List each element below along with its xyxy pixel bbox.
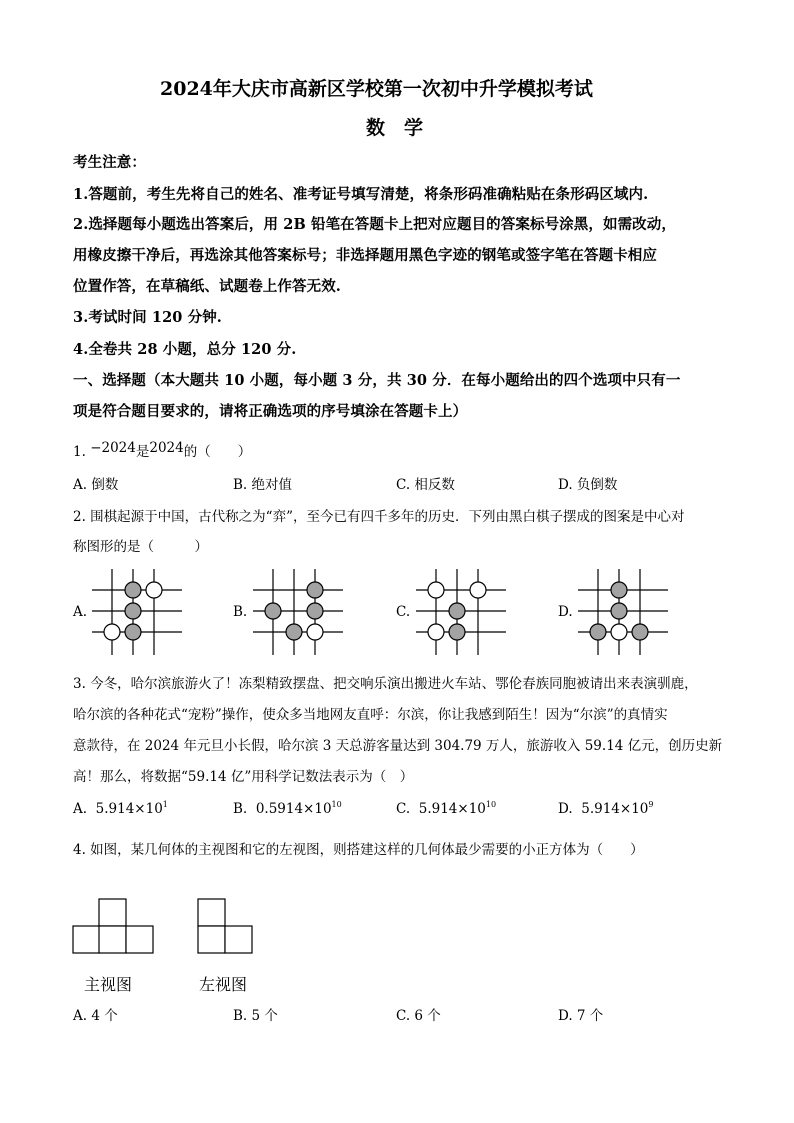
section-heading: 一、选择题（本大题共 10 小题，每小题 3 分，共 30 分．在每小题给出的四个选项中只有一 — [73, 372, 681, 389]
q2-option-a-label[interactable]: A. — [73, 604, 88, 620]
question-3-line-4: 高！那么，将数据“59.14 亿”用科学记数法表示为（ ） — [73, 769, 414, 785]
notice-item-3: 3.考试时间 120 分钟. — [73, 309, 222, 326]
q1-number: 1. — [73, 444, 86, 460]
go-stone-white — [104, 624, 120, 640]
front-view-figure — [72, 898, 156, 954]
exam-title: 2024年大庆市高新区学校第一次初中升学模拟考试 — [160, 78, 593, 100]
notice-item-2-end: 位置作答，在草稿纸、试题卷上作答无效. — [73, 278, 341, 295]
q4-option-d[interactable]: D. 7 个 — [558, 1008, 604, 1024]
left-view-figure — [197, 898, 255, 954]
question-3-line-2: 哈尔滨的各种花式“宠粉”操作，使众多当地网友直呼：尔滨，你让我感到陌生！因为“尔滨”的真情实 — [73, 707, 668, 723]
q1-option-d[interactable]: D. 负倒数 — [558, 477, 618, 493]
q2-option-c-label[interactable]: C. — [396, 604, 411, 620]
go-stone-gray — [307, 582, 323, 598]
q1-option-b[interactable]: B. 绝对值 — [233, 477, 293, 493]
question-2-line-2: 称图形的是（ ） — [73, 539, 208, 555]
q4-option-b[interactable]: B. 5 个 — [233, 1008, 278, 1024]
notice-heading: 考生注意： — [73, 154, 146, 171]
q3-option-b[interactable]: B. $0.5914\times 10^{10}$ — [233, 800, 342, 817]
q2-option-b-label[interactable]: B. — [233, 604, 248, 620]
go-stone-gray — [125, 582, 141, 598]
left-view-caption: 左视图 — [199, 975, 248, 994]
go-stone-white — [470, 582, 486, 598]
go-stone-white — [611, 624, 627, 640]
q2-option-d-label[interactable]: D. — [558, 604, 573, 620]
notice-item-1: 1.答题前，考生先将自己的姓名、准考证号填写清楚，将条形码准确粘贴在条形码区域内. — [73, 186, 649, 203]
question-3-line-1: 3. 今冬，哈尔滨旅游火了！冻梨精致摆盘、把交响乐演出搬进火车站、鄂伦春族同胞被请出来表演驯鹿， — [73, 676, 698, 692]
go-stone-white — [146, 582, 162, 598]
go-stone-gray — [307, 603, 323, 619]
question-1-stem — [73, 440, 251, 460]
q3-option-c[interactable]: C. $5.914\times 10^{10}$ — [396, 800, 497, 817]
q1-neg-value: −2024 — [90, 440, 136, 456]
go-stone-white — [428, 582, 444, 598]
front-view-caption: 主视图 — [84, 975, 133, 994]
go-stone-white — [307, 624, 323, 640]
section-heading-cont: 项是符合题目要求的，请将正确选项的序号填涂在答题卡上） — [73, 403, 468, 420]
q4-option-a[interactable]: A. 4 个 — [73, 1008, 118, 1024]
go-stone-white — [428, 624, 444, 640]
go-stone-gray — [125, 603, 141, 619]
go-board-a[interactable] — [92, 569, 182, 655]
notice-item-4: 4.全卷共 28 小题，总分 120 分. — [73, 341, 297, 358]
go-stone-gray — [611, 603, 627, 619]
q1-tail: 的（ ） — [183, 444, 252, 460]
go-stone-gray — [125, 624, 141, 640]
go-stone-gray — [449, 624, 465, 640]
notice-item-2: 2.选择题每小题选出答案后，用 2B 铅笔在答题卡上把对应题目的答案标号涂黑，如需改动， — [73, 216, 676, 233]
go-stone-gray — [611, 582, 627, 598]
go-board-b[interactable] — [253, 569, 343, 655]
go-stone-gray — [286, 624, 302, 640]
q4-option-c[interactable]: C. 6 个 — [396, 1008, 441, 1024]
q1-mid: 是 — [135, 444, 150, 460]
go-board-c[interactable] — [416, 569, 506, 655]
notice-item-2-cont: 用橡皮擦干净后，再选涂其他答案标号；非选择题用黑色字迹的钢笔或签字笔在答题卡相应 — [73, 247, 657, 264]
question-2-line-1: 2. 围棋起源于中国，古代称之为“弈”，至今已有四千多年的历史．下列由黑白棋子摆成的图案是中心对 — [73, 509, 685, 525]
q1-pos-value: 2024 — [149, 440, 184, 456]
q3-option-a[interactable]: A. $5.914\times 10^1$ — [73, 800, 168, 817]
q1-option-a[interactable]: A. 倒数 — [73, 477, 119, 493]
go-stone-gray — [449, 603, 465, 619]
question-4-stem: 4. 如图，某几何体的主视图和它的左视图，则搭建这样的几何体最少需要的小正方体为（ ） — [73, 842, 644, 858]
go-stone-gray — [632, 624, 648, 640]
go-board-d[interactable] — [578, 569, 668, 655]
subject-title: 数 学 — [366, 117, 424, 139]
question-3-line-3: 意款待，在 2024 年元旦小长假，哈尔滨 3 天总游客量达到 304.79 万人，旅游收入 59.14 亿元，创历史新 — [73, 738, 723, 754]
q3-option-d[interactable]: D. $5.914\times 10^9$ — [558, 800, 654, 817]
q1-option-c[interactable]: C. 相反数 — [396, 477, 455, 493]
go-stone-gray — [265, 603, 281, 619]
go-stone-gray — [590, 624, 606, 640]
